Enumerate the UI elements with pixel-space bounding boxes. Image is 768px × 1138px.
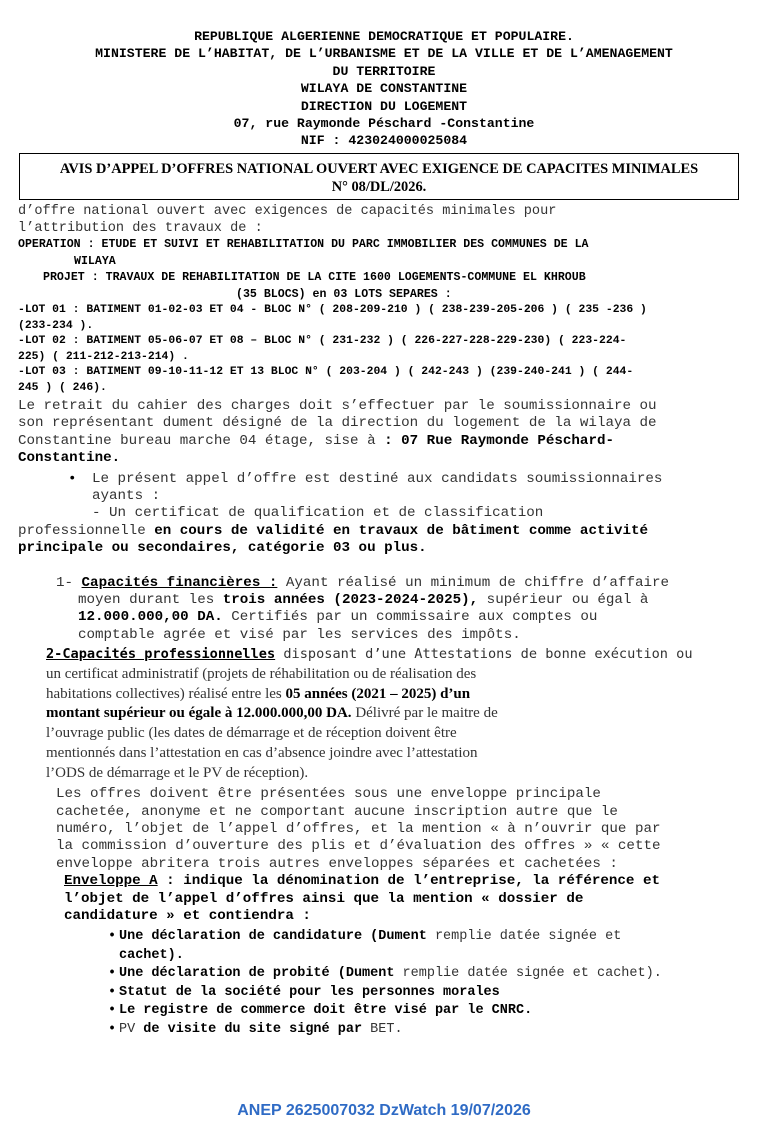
list-item: [110, 928, 733, 965]
cap-fin-text: supérieur ou égal à: [478, 592, 649, 609]
list-item: [110, 1002, 733, 1021]
list-item: [18, 334, 733, 365]
enveloppe-a: [18, 873, 733, 925]
cap-pro-years: 05 années (2021 – 2025) d’un: [285, 685, 471, 702]
footer-reference: ANEP 2625007032 DzWatch 19/07/2026: [237, 1102, 531, 1119]
cap-pro-line: [46, 704, 733, 724]
retrait-line: son représentant dument désigné de la direction du logement de la wilaya de: [18, 415, 657, 432]
enveloppe-label: Enveloppe A: [64, 873, 158, 890]
capacites-financieres: [18, 575, 733, 645]
operation-block: [18, 237, 733, 303]
header-line-ministere: MINISTERE DE L’HABITAT, DE L’URBANISME ET DE LA VILLE ET DE L’AMENAGEMENT: [95, 46, 673, 62]
retrait-city: Constantine.: [18, 450, 121, 467]
enveloppe-items: [110, 928, 733, 1039]
cap-fin-amount: 12.000.000,00 DA.: [78, 609, 223, 626]
candidats-bullet: • Le présent appel d’offre est destiné aux candidats soumissionnaires: [68, 471, 733, 488]
cap-fin-label: Capacités financières :: [81, 574, 278, 591]
cap-fin-number: 1-: [56, 574, 74, 591]
offres-line: cachetée, anonyme et ne comportant aucune inscription autre que le: [56, 803, 618, 820]
cap-pro-label: 2-Capacités professionnelles: [46, 646, 276, 663]
lot-line: (233-234 ).: [18, 319, 94, 332]
cap-pro-text: l’ODS de démarrage et le PV de réception).: [46, 764, 309, 781]
lot-line: -LOT 01 : BATIMENT 01-02-03 ET 04 - BLOC N° ( 208-209-210 ) ( 238-239-205-206 ) ( 235 -236 ): [18, 304, 647, 316]
lot-line: 245 ) ( 246).: [18, 381, 107, 394]
header-line-nif: NIF : 423024000025084: [300, 133, 468, 149]
header-line-direction: DIRECTION DU LOGEMENT: [300, 98, 468, 114]
notice-title: AVIS D’APPEL D’OFFRES NATIONAL OUVERT AVEC EXIGENCE DE CAPACITES MINIMALES: [59, 161, 699, 177]
env-item-bold: Une déclaration de candidature (Dument: [119, 929, 427, 945]
operation-line: OPERATION : ETUDE ET SUIVI ET REHABILITATION DU PARC IMMOBILIER DES COMMUNES DE LA: [18, 238, 589, 251]
operation-wilaya: WILAYA: [74, 254, 116, 268]
cap-fin-text: moyen durant les: [78, 592, 223, 609]
cap-pro-text: disposant d’une Attestations de bonne exécution ou: [275, 646, 693, 663]
cap-pro-text: Délivré par le maitre de: [351, 705, 498, 722]
cap-pro-text: l’ouvrage public (les dates de démarrage et de réception doivent être: [46, 725, 457, 742]
notice-number: N° 08/DL/2026.: [331, 179, 427, 195]
header-line-republique: REPUBLIQUE ALGERIENNE DEMOCRATIQUE ET POPULAIRE.: [194, 29, 574, 44]
env-item-text: remplie datée signée et: [426, 929, 622, 945]
cap-fin-line: [56, 592, 733, 609]
offres-line: enveloppe abritera trois autres enveloppes séparées et cachetées :: [56, 855, 618, 872]
header-line-address: 07, rue Raymonde Péschard -Constantine: [233, 116, 535, 132]
retrait-line: Le retrait du cahier des charges doit s’effectuer par le soumissionnaire ou: [18, 398, 657, 414]
projet-line: PROJET : TRAVAUX DE REHABILITATION DE LA CITE 1600 LOGEMENTS-COMMUNE EL KHROUB: [43, 271, 586, 284]
cap-fin-line: [56, 609, 733, 626]
retrait-paragraph: [18, 398, 733, 468]
candidats-text: professionnelle: [18, 522, 155, 539]
intro-line: l’attribution des travaux de :: [18, 221, 263, 236]
lots-list: [18, 303, 733, 396]
document-header: [0, 28, 768, 150]
cap-fin-text: Certifiés par un commissaire aux comptes ou: [222, 609, 598, 626]
candidats-bold: principale ou secondaires, catégorie 03 ou plus.: [18, 540, 427, 557]
list-item: [110, 984, 733, 1003]
enveloppe-text: : indique la dénomination de l’entreprise, la référence et: [157, 873, 660, 890]
candidats-line: ayants :: [92, 488, 161, 505]
cap-pro-line: [46, 645, 733, 665]
header-line-wilaya: WILAYA DE CONSTANTINE: [300, 81, 468, 97]
list-item: [110, 965, 733, 984]
list-item: [18, 303, 733, 334]
enveloppe-line: [64, 873, 733, 890]
enveloppe-text: l’objet de l’appel d’offres ainsi que la mention « dossier de: [64, 890, 584, 907]
cap-pro-text: mentionnés dans l’attestation en cas d’absence joindre avec l’attestation: [46, 744, 478, 761]
retrait-address: : 07 Rue Raymonde Péschard-: [384, 432, 614, 449]
env-item-bold: de visite du site signé par: [135, 1021, 371, 1037]
env-item-bold: Une déclaration de probité (Dument: [119, 966, 395, 982]
env-item-bold: cachet).: [119, 947, 184, 963]
cap-pro-text: habitations collectives) réalisé entre les: [46, 685, 286, 702]
offres-line: Les offres doivent être présentées sous une enveloppe principale: [56, 786, 601, 803]
cap-pro-text: un certificat administratif (projets de réhabilitation ou de réalisation des: [46, 665, 477, 682]
intro-line: d’offre national ouvert avec exigences de capacités minimales pour: [18, 204, 557, 219]
header-line-territoire: DU TERRITOIRE: [332, 63, 436, 79]
offres-line: la commission d’ouverture des plis et d’évaluation des offres » « cette: [56, 838, 661, 855]
candidats-line: - Un certificat de qualification et de classification: [92, 505, 544, 522]
candidats-paragraph: [18, 471, 733, 558]
env-item-text: remplie datée signée et cachet).: [394, 966, 662, 982]
lot-line: 225) ( 211-212-213-214) .: [18, 350, 189, 363]
env-item-bold: Le registre de commerce doit être visé par le CNRC.: [119, 1003, 533, 1019]
lot-line: -LOT 03 : BATIMENT 09-10-11-12 ET 13 BLOC N° ( 203-204 ) ( 242-243 ) (239-240-241 ) ( 244-: [18, 366, 634, 378]
projet-lots-line: (35 BLOCS) en 03 LOTS SEPARES :: [236, 287, 452, 301]
offres-paragraph: [18, 786, 733, 873]
cap-fin-years: trois années (2023-2024-2025),: [222, 592, 479, 609]
list-item: [110, 1021, 733, 1040]
cap-pro-line: [46, 685, 733, 705]
env-item-text: BET.: [370, 1021, 403, 1037]
candidats-line: [18, 523, 733, 540]
intro: [18, 203, 733, 237]
notice-title-box: [19, 153, 739, 200]
cap-fin-text: comptable agrée et visé par les services des impôts.: [78, 626, 521, 643]
retrait-text: Constantine bureau marche 04 étage, sise à: [18, 432, 385, 449]
capacites-professionnelles: [18, 645, 733, 783]
lot-line: -LOT 02 : BATIMENT 05-06-07 ET 08 – BLOC N° ( 231-232 ) ( 226-227-228-229-230) ( 223-224-: [18, 335, 627, 347]
cap-fin-line: [56, 575, 733, 592]
cap-pro-amount: montant supérieur ou égale à 12.000.000,00 DA.: [46, 705, 352, 722]
cap-fin-text: Ayant réalisé un minimum de chiffre d’affaire: [277, 574, 670, 591]
list-item: [18, 365, 733, 396]
offres-line: numéro, l’objet de l’appel d’offres, et la mention « à n’ouvrir que par: [56, 821, 661, 838]
notice-body: [18, 203, 733, 1039]
enveloppe-text: candidature » et contiendra :: [64, 908, 311, 925]
env-item-text: PV: [119, 1021, 136, 1037]
candidats-bold: en cours de validité en travaux de bâtiment comme activité: [154, 522, 649, 539]
env-item-bold: Statut de la société pour les personnes morales: [119, 984, 500, 1000]
retrait-line: [18, 433, 733, 450]
